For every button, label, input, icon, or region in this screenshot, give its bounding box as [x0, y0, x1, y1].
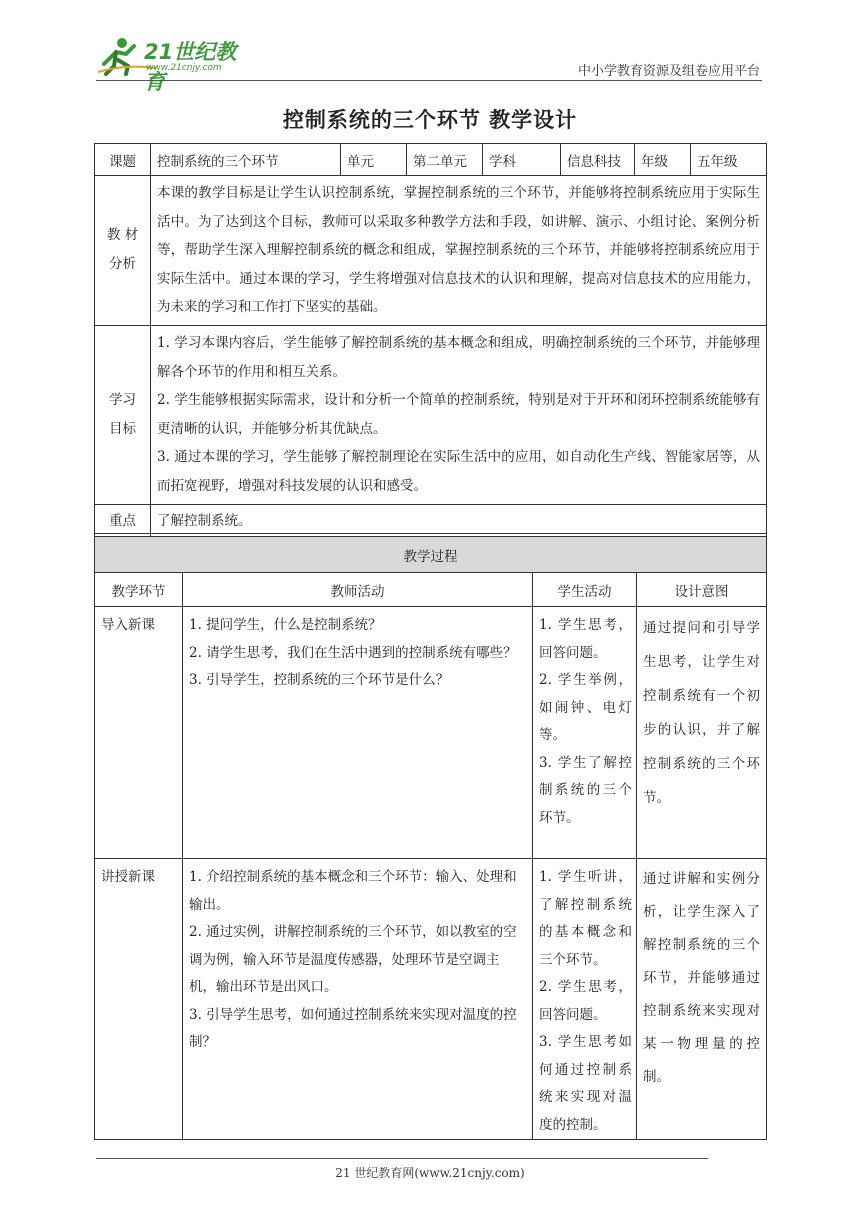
footer-divider [96, 1158, 708, 1159]
logo-text: 21世纪教育 [144, 40, 237, 94]
platform-name: 中小学教育资源及组卷应用平台 [577, 64, 760, 79]
column-header: 教学环节 [95, 573, 183, 607]
key-value: 了解控制系统。 [151, 504, 767, 533]
student-activity: 1. 学生思考，回答问题。 2. 学生举例，如闹钟、电灯等。 3. 学生了解控制系统的三个环节。 [533, 607, 637, 859]
design-intent: 通过讲解和实例分析，让学生深入了解控制系统的三个环节，并能够通过控制系统来实现对某一物理量的控制。 [637, 859, 767, 1140]
unit-value: 第二单元 [407, 144, 483, 176]
teacher-activity: 1. 提问学生，什么是控制系统？ 2. 请学生思考，我们在生活中遇到的控制系统有哪些？ 3. 引导学生，控制系统的三个环节是什么？ [183, 607, 533, 859]
column-header: 学生活动 [533, 573, 637, 607]
teacher-activity: 1. 介绍控制系统的基本概念和三个环节：输入、处理和输出。 2. 通过实例，讲解控制系统的三个环节，如以教室的空调为例，输入环节是温度传感器，处理环节是空调主机，输出环节是出风口。 3. 引导学生思考，如何通过控制系统来实现对温度的控制？ [183, 859, 533, 1140]
table-row [95, 607, 767, 859]
footer-text: 21 世纪教育网(www.21cnjy.com) [335, 1166, 525, 1180]
analysis-label: 教 材 分析 [95, 176, 151, 326]
topic-value: 控制系统的三个环节 [151, 144, 341, 176]
analysis-text: 本课的教学目标是让学生认识控制系统，掌握控制系统的三个环节，并能够将控制系统应用于实际生活中。为了达到这个目标，教师可以采取多种教学方法和手段，如讲解、演示、小组讨论、案例分析等，帮助学生深入理解控制系统的概念和组成，掌握控制系统的三个环节，并能够将控制系统应用于实际生活中。通过本课的学习，学生将增强对信息技术的认识和理解，提高对信息技术的应用能力，为未来的学习和工作打下坚实的基础。 [151, 176, 767, 326]
subject-value: 信息科技 [561, 144, 635, 176]
student-activity: 1. 学生听讲，了解控制系统的基本概念和三个环节。 2. 学生思考，回答问题。 3. 学生思考如何通过控制系统来实现对温度的控制。 [533, 859, 637, 1140]
unit-label: 单元 [341, 144, 407, 176]
goal-item: 1. 学习本课内容后，学生能够了解控制系统的基本概念和组成，明确控制系统的三个环节，并能够理解各个环节的作用和相互关系。 [157, 334, 760, 380]
key-label: 重点 [95, 504, 151, 533]
column-header: 设计意图 [637, 573, 767, 607]
topic-label: 课题 [95, 144, 151, 176]
grade-label: 年级 [635, 144, 691, 176]
table-row [95, 859, 767, 1140]
column-header: 教师活动 [183, 573, 533, 607]
lesson-info-table [94, 143, 767, 563]
logo-url: www.21cnjy.com [146, 63, 222, 73]
header-divider [96, 80, 762, 81]
design-intent: 通过提问和引导学生思考，让学生对控制系统有一个初步的认识，并了解控制系统的三个环节。 [637, 607, 767, 859]
process-title: 教学过程 [95, 537, 767, 573]
stage-cell: 讲授新课 [95, 859, 183, 1140]
grade-value: 五年级 [691, 144, 767, 176]
site-logo [96, 34, 256, 94]
page-title: 控制系统的三个环节 教学设计 [282, 108, 578, 132]
goals-label: 学习 目标 [95, 325, 151, 504]
teaching-process-table [94, 536, 767, 1140]
subject-label: 学科 [483, 144, 561, 176]
goals-list [151, 325, 767, 504]
stage-cell: 导入新课 [95, 607, 183, 859]
goal-item: 2. 学生能够根据实际需求，设计和分析一个简单的控制系统，特别是对于开环和闭环控制系统能够有更清晰的认识，并能够分析其优缺点。 [157, 392, 760, 437]
goal-item: 3. 通过本课的学习，学生能够了解控制理论在实际生活中的应用，如自动化生产线、智能家居等，从而拓宽视野，增强对科技发展的认识和感受。 [157, 449, 760, 494]
